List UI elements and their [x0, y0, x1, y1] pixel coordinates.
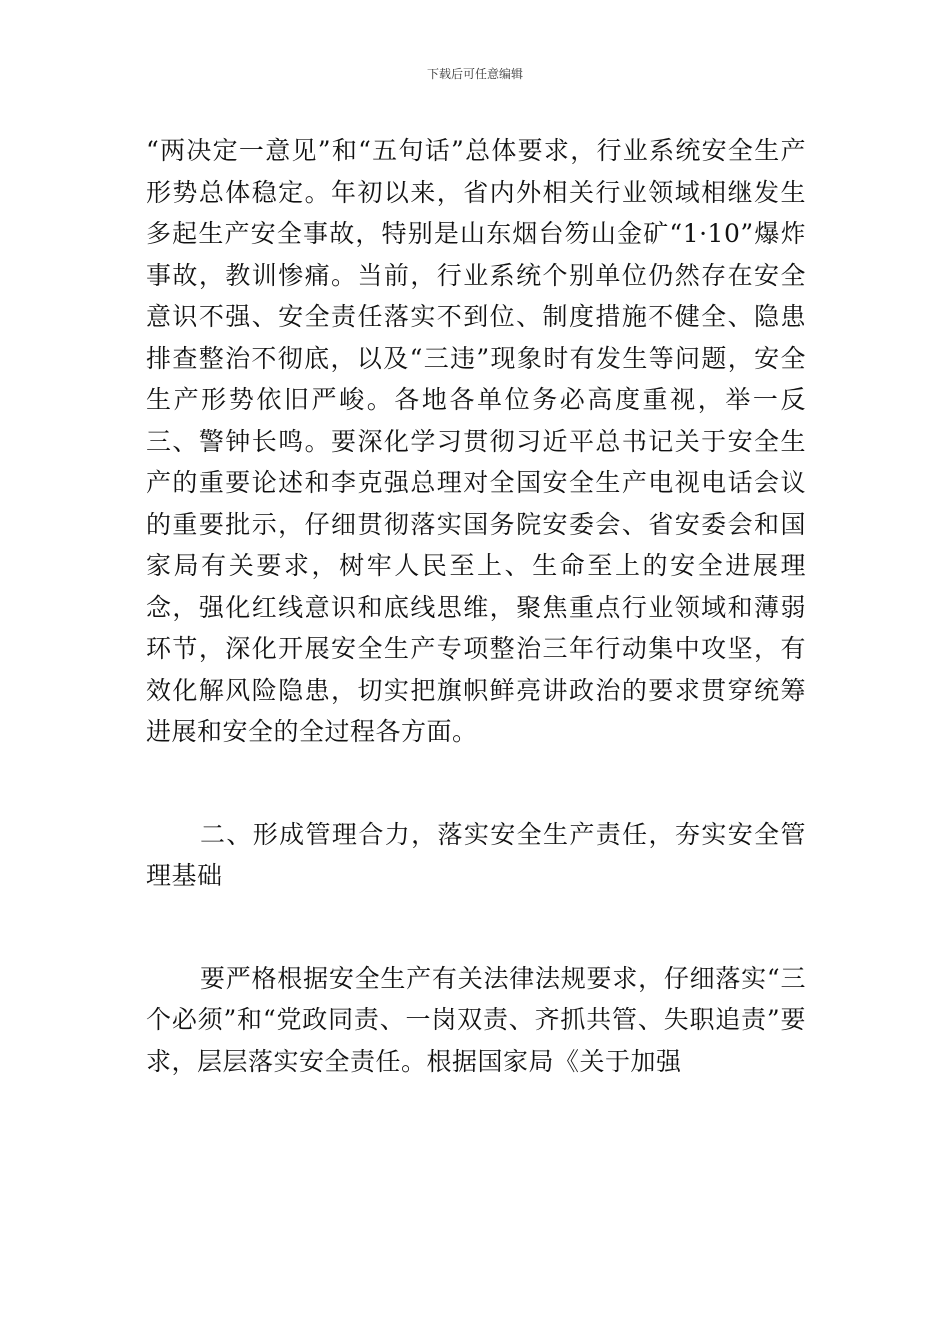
paragraph-continuation: “两决定一意见”和“五句话”总体要求，行业系统安全生产形势总体稳定。年初以来，省内外相关行业领域相继发生多起生产安全事故，特别是山东烟台笏山金矿“1·10”爆炸事故，教训惨痛。当前，行业系统个别单位仍然存在安全意识不强、安全责任落实不到位、制度措施不健全、隐患排查整治不彻底，以及“三违”现象时有发生等问题，安全生产形势依旧严峻。各地各单位务必高度重视，举一反三、警钟长鸣。要深化学习贯彻习近平总书记关于安全生产的重要论述和李克强总理对全国安全生产电视电话会议的重要批示，仔细贯彻落实国务院安委会、省安委会和国家局有关要求，树牢人民至上、生命至上的安全进展理念，强化红线意识和底线思维，聚焦重点行业领域和薄弱环节，深化开展安全生产专项整治三年行动集中攻坚，有效化解风险隐患，切实把旗帜鲜亮讲政治的要求贯穿统筹进展和安全的全过程各方面。: [146, 136, 806, 746]
page-header: 下载后可任意编辑: [426, 67, 523, 81]
paragraph-responsibility: 要严格根据安全生产有关法律法规要求，仔细落实“三个必须”和“党政同责、一岗双责、齐抓共管、失职追责”要求，层层落实安全责任。根据国家局《关于加强: [146, 963, 806, 1076]
document-body: [146, 130, 806, 1082]
section-heading: 二、形成管理合力，落实安全生产责任，夯实安全管理基础: [146, 819, 806, 890]
